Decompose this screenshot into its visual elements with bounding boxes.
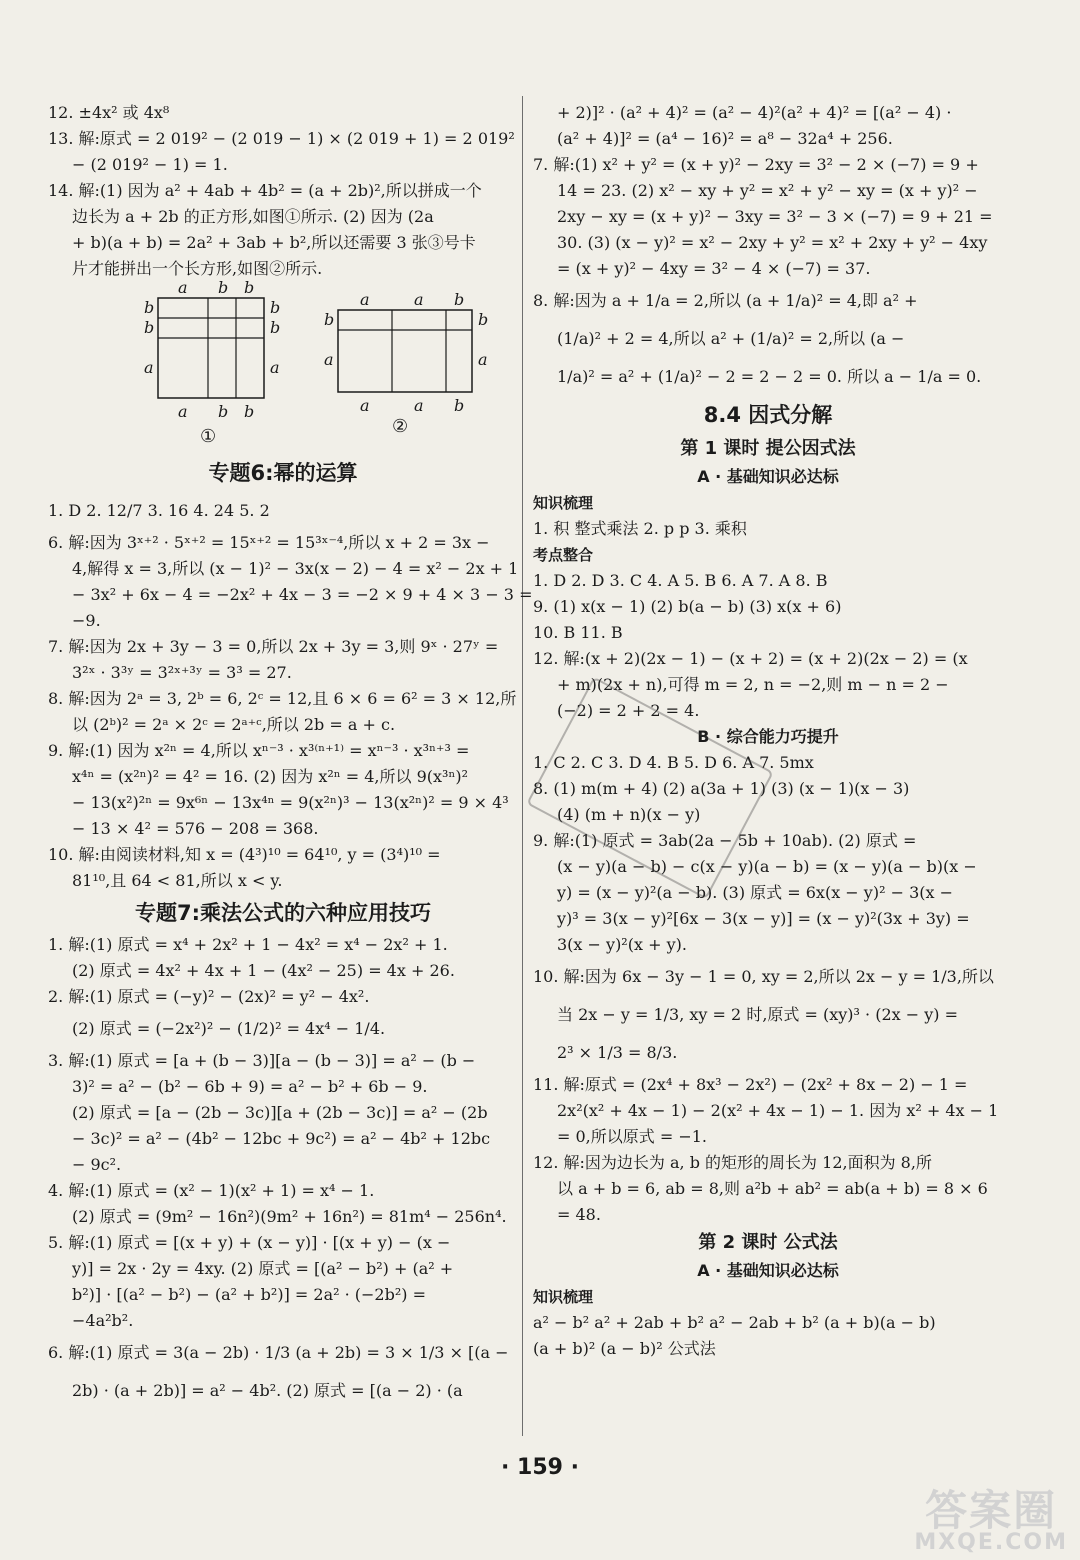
answer-line: b²)] · [(a² − b²) − (a² + b²)] = 2a² · (−2b²) = — [72, 1285, 426, 1304]
answer-line: 5. 解:(1) 原式 = [(x + y) + (x − y)] · [(x + y) − (x − — [48, 1233, 451, 1252]
lesson1-title: 第 1 课时 提公因式法 — [680, 438, 856, 459]
answer-line: (a² + 4)]² = (a⁴ − 16)² = a⁸ − 32a⁴ + 256. — [557, 129, 893, 148]
fig2-bottom-label: a — [414, 396, 424, 415]
answer-line: (1/a)² + 2 = 4,所以 a² + (1/a)² = 2,所以 (a − — [557, 329, 905, 348]
answer-line: 14. 解:(1) 因为 a² + 4ab + 4b² = (a + 2b)²,所以拼成一个 — [48, 181, 482, 200]
answer-line: 1/a)² = a² + (1/a)² − 2 = 2 − 2 = 0. 所以 a − 1/a = 0. — [557, 367, 982, 386]
fig1-left-label: b — [144, 318, 155, 337]
answer-line: (x − y)(a − b) − c(x − y)(a − b) = (x − y)(a − b)(x − — [557, 857, 977, 876]
answer-line: 10. B 11. B — [533, 623, 623, 642]
fig1-left-label: b — [144, 298, 155, 317]
fig2-left-label: a — [324, 350, 334, 369]
answer-line: y) = (x − y)²(a − b). (3) 原式 = 6x(x − y)² − 3(x − — [557, 883, 954, 902]
watermark-line1: 答案圈 — [925, 1486, 1058, 1535]
answer-line: 以 (2ᵇ)² = 2ᵃ × 2ᶜ = 2ᵃ⁺ᶜ,所以 2b = a + c. — [72, 715, 396, 734]
answer-line: 10. 解:因为 6x − 3y − 1 = 0, xy = 2,所以 2x − y = 1/3,所以 — [533, 967, 994, 986]
watermark-logo — [914, 1486, 1068, 1555]
answer-line: 1. D 2. D 3. C 4. A 5. B 6. A 7. A 8. B — [533, 571, 828, 590]
answer-line: (a + b)² (a − b)² 公式法 — [533, 1339, 716, 1358]
answer-line: = 0,所以原式 = −1. — [557, 1127, 708, 1146]
fig1-top-label: b — [218, 278, 229, 297]
answer-line: 30. (3) (x − y)² = x² − 2xy + y² = x² + 2xy + y² − 4xy — [557, 233, 988, 252]
fig1-bottom-label: b — [218, 402, 229, 421]
answer-line: 9. 解:(1) 原式 = 3ab(2a − 5b + 10ab). (2) 原式 = — [533, 831, 917, 850]
answer-line: + 2)]² · (a² + 4)² = (a² − 4)²(a² + 4)² = [(a² − 4) · — [557, 103, 952, 122]
answer-line: − (2 019² − 1) = 1. — [72, 155, 228, 174]
lesson2-title: 第 2 课时 公式法 — [698, 1232, 838, 1253]
fig2-bottom-label: a — [360, 396, 370, 415]
fig1-right-label: b — [270, 318, 281, 337]
fig2-bottom-label: b — [454, 396, 465, 415]
figure2-rectangle — [338, 310, 472, 392]
answer-line: 当 2x − y = 1/3, xy = 2 时,原式 = (xy)³ · (2x − y) = — [557, 1005, 958, 1024]
fig1-caption: ① — [200, 426, 217, 447]
answer-line: 8. 解:因为 2ᵃ = 3, 2ᵇ = 6, 2ᶜ = 12,且 6 × 6 = 6² = 3 × 12,所 — [48, 689, 517, 708]
answer-line: 1. C 2. C 3. D 4. B 5. D 6. A 7. 5mx — [533, 753, 814, 772]
fig1-bottom-label: b — [244, 402, 255, 421]
answer-line: = 48. — [557, 1205, 601, 1224]
answer-line: 6. 解:(1) 原式 = 3(a − 2b) · 1/3 (a + 2b) = 3 × 1/3 × [(a − — [48, 1343, 509, 1362]
answer-line: −9. — [72, 611, 101, 630]
answer-line: 2x²(x² + 4x − 1) − 2(x² + 4x − 1) − 1. 因为 x² + 4x − 1 — [557, 1101, 999, 1120]
answer-line: x⁴ⁿ = (x²ⁿ)² = 4² = 16. (2) 因为 x²ⁿ = 4,所以 9(x³ⁿ)² — [72, 767, 469, 786]
answer-line: + b)(a + b) = 2a² + 3ab + b²,所以还需要 3 张③号卡 — [72, 233, 476, 252]
answer-line: 3. 解:(1) 原式 = [a + (b − 3)][a − (b − 3)] = a² − (b − — [48, 1051, 476, 1070]
answer-line: = (x + y)² − 4xy = 3² − 4 × (−7) = 37. — [557, 259, 871, 278]
answer-line: 8. (1) m(m + 4) (2) a(3a + 1) (3) (x − 1)(x − 3) — [533, 779, 910, 798]
topic6-title: 专题6:幂的运算 — [208, 461, 358, 485]
answer-line: −4a²b². — [72, 1311, 134, 1330]
answer-line: 3)² = a² − (b² − 6b + 9) = a² − b² + 6b − 9. — [72, 1077, 428, 1096]
fig2-top-label: a — [360, 290, 370, 309]
question-11 — [533, 1072, 1003, 1150]
answer-line: 4,解得 x = 3,所以 (x − 1)² − 3x(x − 2) − 4 = x² − 2x + 1 — [72, 559, 519, 578]
answer-line: 以 a + b = 6, ab = 8,则 a²b + ab² = ab(a + b) = 8 × 6 — [557, 1179, 988, 1198]
answer-line: (2) 原式 = 4x² + 4x + 1 − (4x² − 25) = 4x + 26. — [72, 961, 455, 980]
part-b-answers — [533, 750, 1003, 958]
answer-line: − 13(x²)²ⁿ = 9x⁶ⁿ − 13x⁴ⁿ = 9(x²ⁿ)³ − 13(x²ⁿ)² = 9 × 4³ — [72, 793, 509, 812]
section-title: 8.4 因式分解 — [703, 403, 833, 427]
answer-line: 1. 积 整式乘法 2. p p 3. 乘积 — [533, 519, 747, 538]
answer-line: (4) (m + n)(x − y) — [557, 805, 701, 824]
fig1-top-label: a — [178, 278, 188, 297]
answer-line: (−2) = 2 + 2 = 4. — [557, 701, 700, 720]
left-top-answers — [48, 100, 518, 282]
answer-line: 边长为 a + 2b 的正方形,如图①所示. (2) 因为 (2a — [72, 207, 434, 226]
tiling-figures — [48, 278, 518, 454]
answer-line: 3²ˣ · 3³ʸ = 3²ˣ⁺³ʸ = 3³ = 27. — [72, 663, 292, 682]
answer-line: y)³ = 3(x − y)²[6x − 3(x − y)] = (x − y)²(3x + 3y) = — [557, 909, 970, 928]
answer-line: (2) 原式 = [a − (2b − 3c)][a + (2b − 3c)] = a² − (2b — [72, 1103, 488, 1122]
answer-line: 2³ × 1/3 = 8/3. — [557, 1043, 678, 1062]
part-a2-title: A · 基础知识必达标 — [697, 1261, 839, 1280]
answer-line: − 13 × 4² = 576 − 208 = 368. — [72, 819, 319, 838]
answer-line: 12. 解:因为边长为 a, b 的矩形的周长为 12,面积为 8,所 — [533, 1153, 932, 1172]
exam-label: 考点整合 — [533, 546, 594, 564]
part-b-title: B · 综合能力巧提升 — [697, 727, 839, 746]
fig2-right-label: b — [478, 310, 489, 329]
question-8 — [533, 282, 1003, 396]
fig1-bottom-label: a — [178, 402, 188, 421]
figure1-square — [158, 298, 264, 398]
question-12 — [533, 1150, 1003, 1228]
fig1-right-label: b — [270, 298, 281, 317]
answer-line: 11. 解:原式 = (2x⁴ + 8x³ − 2x²) − (2x² + 8x − 2) − 1 = — [533, 1075, 968, 1094]
answer-line: 3(x − y)²(x + y). — [557, 935, 687, 954]
answer-line: 12. 解:(x + 2)(2x − 1) − (x + 2) = (x + 2)(2x − 2) = (x — [533, 649, 968, 668]
answer-line: 1. D 2. 12/7 3. 16 4. 24 5. 2 — [48, 501, 270, 520]
topic7-answers — [48, 932, 518, 1410]
fig1-left-label: a — [144, 358, 154, 377]
right-top-answers — [533, 100, 1003, 282]
fig2-right-label: a — [478, 350, 488, 369]
answer-line: 10. 解:由阅读材料,知 x = (4³)¹⁰ = 64¹⁰, y = (3⁴)¹⁰ = — [48, 845, 441, 864]
answer-line: 2. 解:(1) 原式 = (−y)² − (2x)² = y² − 4x². — [48, 987, 370, 1006]
knowledge-label: 知识梳理 — [533, 494, 594, 512]
answer-line: 片才能拼出一个长方形,如图②所示. — [72, 259, 323, 278]
answer-line: + m)(2x + n),可得 m = 2, n = −2,则 m − n = 2 − — [557, 675, 949, 694]
fig1-top-label: b — [244, 278, 255, 297]
fig2-top-label: a — [414, 290, 424, 309]
answer-line: (2) 原式 = (−2x²)² − (1/2)² = 4x⁴ − 1/4. — [72, 1019, 386, 1038]
answer-line: − 3c)² = a² − (4b² − 12bc + 9c²) = a² − 4b² + 12bc — [72, 1129, 491, 1148]
answer-line: 7. 解:因为 2x + 3y − 3 = 0,所以 2x + 3y = 3,则 9ˣ · 27ʸ = — [48, 637, 499, 656]
left-column — [48, 100, 533, 1410]
tiling-diagram — [48, 286, 518, 454]
answer-line: 9. (1) x(x − 1) (2) b(a − b) (3) x(x + 6) — [533, 597, 842, 616]
page-number: · 159 · — [501, 1455, 579, 1480]
fig2-top-label: b — [454, 290, 465, 309]
exam-answers — [533, 568, 1003, 724]
answer-line: 9. 解:(1) 因为 x²ⁿ = 4,所以 xⁿ⁻³ · x³⁽ⁿ⁺¹⁾ = xⁿ⁻³ · x³ⁿ⁺³ = — [48, 741, 470, 760]
answer-line: 14 = 23. (2) x² − xy + y² = x² + y² − xy = (x + y)² − — [557, 181, 978, 200]
right-column — [533, 100, 1003, 1362]
part-a-title: A · 基础知识必达标 — [697, 467, 839, 486]
topic6-answers — [48, 492, 533, 894]
answer-line: 7. 解:(1) x² + y² = (x + y)² − 2xy = 3² − 2 × (−7) = 9 + — [533, 155, 979, 174]
fig2-left-label: b — [324, 310, 335, 329]
question-10 — [533, 958, 1003, 1072]
fig1-right-label: a — [270, 358, 280, 377]
fig2-caption: ② — [392, 416, 409, 437]
answer-line: 12. ±4x² 或 4x⁸ — [48, 103, 170, 122]
answer-line: y)] = 2x · 2y = 4xy. (2) 原式 = [(a² − b²) + (a² + — [72, 1259, 454, 1278]
answer-line: 13. 解:原式 = 2 019² − (2 019 − 1) × (2 019 + 1) = 2 019² — [48, 129, 515, 148]
answer-line: 81¹⁰,且 64 < 81,所以 x < y. — [72, 871, 283, 890]
column-divider — [522, 96, 523, 1436]
knowledge2-label: 知识梳理 — [533, 1288, 594, 1306]
answer-line: 6. 解:因为 3ˣ⁺² · 5ˣ⁺² = 15ˣ⁺² = 15³ˣ⁻⁴,所以 x + 2 = 3x − — [48, 533, 490, 552]
answer-line: 2xy − xy = (x + y)² − 3xy = 3² − 3 × (−7) = 9 + 21 = — [557, 207, 993, 226]
answer-line: (2) 原式 = (9m² − 16n²)(9m² + 16n²) = 81m⁴ − 256n⁴. — [72, 1207, 507, 1226]
answer-line: 8. 解:因为 a + 1/a = 2,所以 (a + 1/a)² = 4,即 a² + — [533, 291, 918, 310]
answer-line: 4. 解:(1) 原式 = (x² − 1)(x² + 1) = x⁴ − 1. — [48, 1181, 375, 1200]
answer-line: − 9c². — [72, 1155, 122, 1174]
answer-line: 1. 解:(1) 原式 = x⁴ + 2x² + 1 − 4x² = x⁴ − 2x² + 1. — [48, 935, 448, 954]
answer-line: a² − b² a² + 2ab + b² a² − 2ab + b² (a + b)(a − b) — [533, 1313, 936, 1332]
answer-line: 2b) · (a + 2b)] = a² − 4b². (2) 原式 = [(a − 2) · (a — [72, 1381, 463, 1400]
topic7-title: 专题7:乘法公式的六种应用技巧 — [134, 901, 431, 925]
watermark-line2: MXQE.COM — [914, 1530, 1068, 1555]
answer-line: − 3x² + 6x − 4 = −2x² + 4x − 3 = −2 × 9 + 4 × 3 − 3 = — [72, 585, 533, 604]
